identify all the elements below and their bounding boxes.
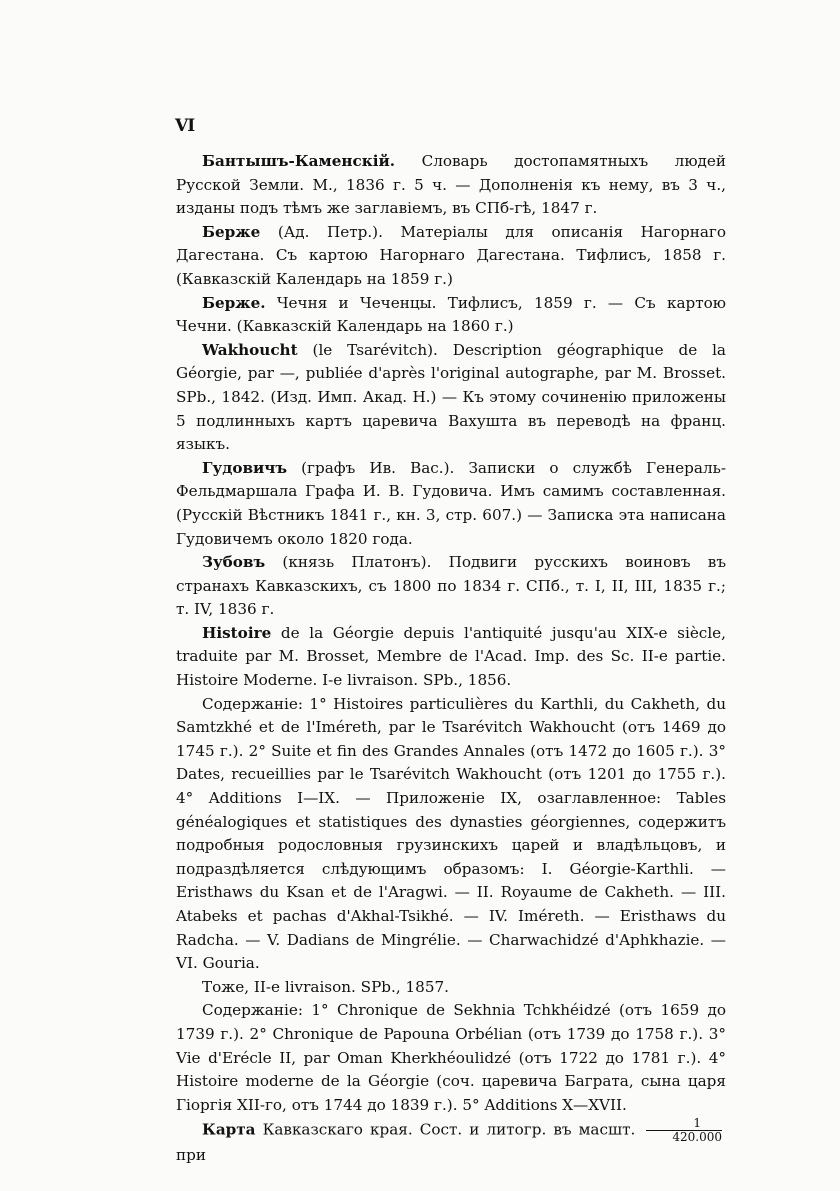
entry <box>176 1117 726 1168</box>
entry <box>176 150 726 221</box>
entry-text: Содержаніе: 1° Histoires particulières du Karthli, du Cakheth, du Samtzkhé et de l'Iméreth, par le Tsarévitch Wakhoucht (отъ 1469 до 1745 г.). 2° Suite et fin des Grandes Annales (отъ 1472 до 1605 г.). 3° Dates, recueillies par le Tsarévitch Wakhoucht (отъ 1201 до 1755 г.). 4° Additions I—IX. — Приложеніе IX, озаглавленное: Tables généalogiques et statistiques des dynasties géorgiennes, содержитъ подробныя родословныя грузинскихъ царей и владѣльцовъ, и подраздѣляется слѣдующимъ образомъ: I. Géorgie-Karthli. — Eristhaws du Ksan et de l'Aragwi. — II. Royaume de Cakheth. — III. Atabeks et pachas d'Akhal-Tsikhé. — IV. Iméreth. — Eristhaws du Radcha. — V. Dadians de Mingrélie. — Charwachidzé d'Aphkhazie. — VI. Gouria. <box>176 694 726 973</box>
entry-text: при <box>176 1146 206 1165</box>
entry <box>176 457 726 551</box>
entry-text: (Ад. Петр.). Матеріалы для описанія Нагорнаго Дагестана. Съ картою Нагорнаго Дагестана. Тифлисъ, 1858 г. (Кавказскій Календарь на 1859 г.) <box>176 222 726 288</box>
fraction-denominator: 420.000 <box>672 1130 723 1145</box>
entry-head: Бантышъ-Каменскій. <box>202 152 396 170</box>
fraction-numerator: 1 <box>646 1117 722 1131</box>
entry-text: Чечня и Чеченцы. Тифлисъ, 1859 г. — Съ картою Чечни. (Кавказскій Календарь на 1860 г.) <box>176 293 726 336</box>
entry-text: (le Tsarévitch). Description géographique de la Géorgie, par —, publiée d'après l'original autographe, par M. Brosset. SPb., 1842. (Изд. Имп. Акад. Н.) — Къ этому сочиненію приложены 5 подлинныхъ картъ царевича Вахушта въ переводѣ на франц. языкъ. <box>176 340 726 454</box>
entry-head: Зубовъ <box>202 553 266 572</box>
entry-head: Histoire <box>202 623 272 642</box>
entry-text: Словарь достопамятныхъ людей Русской Земли. М., 1836 г. 5 ч. — Дополненія къ нему, въ 3 ч., изданы подъ тѣмъ же заглавіемъ, въ СПб-гѣ, 1847 г. <box>176 152 726 218</box>
entry <box>176 221 726 292</box>
entry-contents <box>176 999 726 1117</box>
entry <box>176 339 726 457</box>
entry-continuation <box>176 976 726 1000</box>
entry-text: (графъ Ив. Вас.). Записки о службѣ Генераль-Фельдмаршала Графа И. В. Гудовича. Имъ самимъ составленная. (Русскій Вѣстникъ 1841 г., кн. 3, стр. 607.) — Записка эта написана Гудовичемъ около 1820 года. <box>176 458 726 548</box>
entry-head: Берже. <box>202 293 266 312</box>
page-number: VI <box>175 116 195 136</box>
entry-text: Кавказскаго края. Сост. и литогр. въ масшт. <box>255 1120 636 1139</box>
entry-head: Wakhoucht <box>202 340 298 359</box>
entry-head: Берже <box>202 222 261 241</box>
entry <box>176 551 726 622</box>
bibliography-body <box>176 150 726 1168</box>
entry <box>176 622 726 693</box>
entry-text: Тоже, II-e livraison. SPb., 1857. <box>202 977 449 996</box>
entry-contents <box>176 693 726 976</box>
entry-text: de la Géorgie depuis l'antiquité jusqu'au XIX-e siècle, traduite par M. Brosset, Membre de l'Acad. Imp. des Sc. II-e partie. Histoire Moderne. I-e livraison. SPb., 1856. <box>176 623 726 690</box>
entry-head: Гудовичъ <box>202 458 288 477</box>
entry-text: Содержаніе: 1° Chronique de Sekhnia Tchkhéidzé (отъ 1659 до 1739 г.). 2° Chronique de Papouna Orbélian (отъ 1739 до 1758 г.). 3° Vie d'Erécle II, par Oman Kherkhéoulidzé (отъ 1722 до 1781 г.). 4° Histoire moderne de la Géorgie (соч. царевича Баграта, сына царя Гіоргія XII-го, отъ 1744 до 1839 г.). 5° Additions X—XVII. <box>176 1001 726 1114</box>
entry <box>176 292 726 339</box>
entry-text: (князь Платонъ). Подвиги русскихъ воиновъ въ странахъ Кавказскихъ, съ 1800 по 1834 г. СПб., т. I, II, III, 1835 г.; т. IV, 1836 г. <box>176 553 726 619</box>
entry-head: Карта <box>202 1120 256 1139</box>
scale-fraction <box>646 1117 722 1144</box>
